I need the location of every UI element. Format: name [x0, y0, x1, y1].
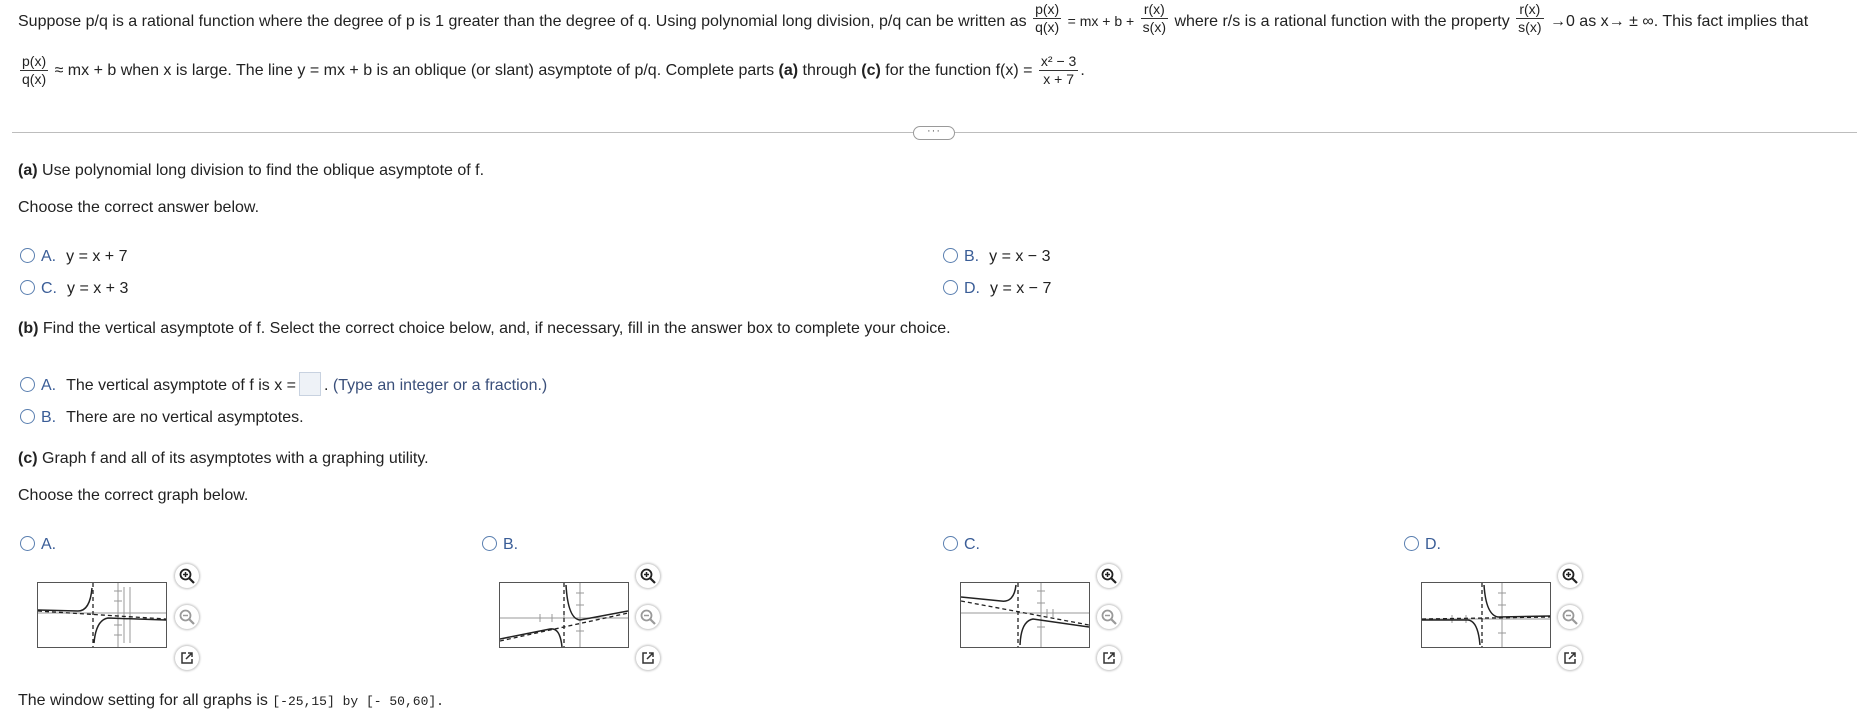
graph-option-a[interactable]	[20, 536, 66, 554]
graph-d-thumbnail[interactable]	[1421, 582, 1551, 648]
part-a-option-c[interactable]	[20, 280, 128, 298]
zoom-in-button[interactable]	[175, 564, 199, 588]
through-text: through	[802, 62, 857, 79]
part-c-text: Graph f and all of its asymptotes with a graphing utility.	[42, 450, 429, 467]
function-denominator: x + 7	[1043, 71, 1074, 88]
frac-numerator: p(x)	[22, 53, 47, 70]
frac-numerator: p(x)	[1035, 1, 1060, 18]
answer-input-box[interactable]	[299, 372, 321, 396]
option-letter: D.	[1425, 536, 1441, 553]
option-text: y = x − 3	[989, 248, 1051, 265]
zoom-out-icon	[1100, 608, 1118, 626]
option-letter: B.	[964, 248, 980, 265]
window-setting	[18, 692, 444, 710]
zoom-out-icon	[639, 608, 657, 626]
zoom-out-button[interactable]	[1558, 605, 1582, 629]
part-a-text: Use polynomial long division to find the oblique asymptote of f.	[42, 162, 485, 179]
part-b-label: (b)	[18, 320, 39, 337]
fraction-p-over-q	[1033, 1, 1061, 36]
intro-text-3: →0 as x→ ± ∞. This fact implies that	[1549, 13, 1809, 30]
option-letter: C.	[964, 536, 980, 553]
option-letter: A.	[41, 248, 57, 265]
zoom-in-button[interactable]	[1558, 564, 1582, 588]
radio-button[interactable]	[20, 280, 35, 295]
function-fraction	[1039, 53, 1078, 88]
graph-c-plot	[961, 583, 1089, 647]
radio-button[interactable]	[20, 409, 35, 424]
frac-numerator: r(x)	[1516, 1, 1543, 19]
part-c-question	[18, 450, 429, 468]
graph-option-d[interactable]	[1404, 536, 1451, 554]
expand-ellipsis-button[interactable]: ···	[913, 126, 955, 140]
intro-period: .	[1080, 62, 1085, 79]
zoom-in-button[interactable]	[636, 564, 660, 588]
zoom-in-icon	[1561, 567, 1579, 585]
external-link-icon	[1101, 650, 1117, 666]
graph-d-plot	[1422, 583, 1550, 647]
option-text: y = x − 7	[990, 280, 1052, 297]
graph-b-plot	[500, 583, 628, 647]
option-text: y = x + 7	[66, 248, 128, 265]
zoom-in-icon	[639, 567, 657, 585]
part-c-label: (c)	[18, 450, 38, 467]
option-letter: A.	[41, 536, 57, 553]
radio-button[interactable]	[20, 377, 35, 392]
eq-mid: = mx + b +	[1067, 13, 1135, 29]
part-a-option-d[interactable]	[943, 280, 1051, 298]
option-letter: B.	[503, 536, 519, 553]
frac-numerator: r(x)	[1141, 1, 1168, 19]
frac-denominator: s(x)	[1142, 19, 1166, 36]
part-b-text: Find the vertical asymptote of f. Select the correct choice below, and, if necessary, fill in the answer box to complete your choice.	[42, 320, 951, 337]
part-a-instruction: Choose the correct answer below.	[18, 199, 260, 216]
part-b-question	[18, 320, 951, 338]
zoom-out-button[interactable]	[175, 605, 199, 629]
option-letter: D.	[964, 280, 980, 297]
radio-button[interactable]	[943, 536, 958, 551]
graph-a-thumbnail[interactable]	[37, 582, 167, 648]
part-b-option-a[interactable]	[20, 372, 547, 396]
fraction-r-over-s-2	[1516, 1, 1543, 36]
option-period: .	[324, 377, 329, 394]
intro-text-2: where r/s is a rational function with the property	[1174, 13, 1510, 30]
zoom-out-button[interactable]	[636, 605, 660, 629]
part-a-option-a[interactable]	[20, 248, 128, 266]
part-a-option-b[interactable]	[943, 248, 1051, 266]
intro-text-5: for the function f(x) =	[885, 62, 1033, 79]
function-numerator: x² − 3	[1040, 53, 1077, 70]
part-a-ref: (a)	[778, 62, 799, 79]
option-letter: B.	[41, 409, 57, 426]
radio-button[interactable]	[482, 536, 497, 551]
radio-button[interactable]	[943, 248, 958, 263]
graph-a-plot	[38, 583, 166, 647]
radio-button[interactable]	[1404, 536, 1419, 551]
part-b-option-b[interactable]	[20, 409, 304, 427]
radio-button[interactable]	[20, 536, 35, 551]
intro-line-1	[18, 0, 1808, 42]
window-value: [-25,15] by [- 50,60].	[272, 694, 444, 709]
part-c-instruction: Choose the correct graph below.	[18, 487, 249, 504]
open-popup-button[interactable]	[636, 646, 660, 670]
answer-hint: (Type an integer or a fraction.)	[332, 377, 548, 394]
open-popup-button[interactable]	[1097, 646, 1121, 670]
fraction-r-over-s	[1141, 1, 1168, 36]
option-letter: A.	[41, 377, 57, 394]
zoom-in-button[interactable]	[1097, 564, 1121, 588]
frac-denominator: q(x)	[1035, 19, 1060, 36]
part-a-label: (a)	[18, 162, 38, 179]
open-popup-button[interactable]	[175, 646, 199, 670]
window-text: The window setting for all graphs is	[18, 692, 268, 709]
zoom-out-icon	[1561, 608, 1579, 626]
zoom-out-icon	[178, 608, 196, 626]
part-c-ref: (c)	[861, 62, 881, 79]
option-text: The vertical asymptote of f is x =	[66, 377, 296, 394]
graph-option-b[interactable]	[482, 536, 528, 554]
frac-denominator: q(x)	[22, 71, 47, 88]
external-link-icon	[1562, 650, 1578, 666]
intro-text-4: ≈ mx + b when x is large. The line y = mx + b is an oblique (or slant) asymptote of p/q. Complete parts	[54, 62, 775, 79]
external-link-icon	[179, 650, 195, 666]
frac-denominator: s(x)	[1518, 19, 1542, 36]
option-letter: C.	[41, 280, 57, 297]
graph-c-thumbnail[interactable]	[960, 582, 1090, 648]
zoom-in-icon	[1100, 567, 1118, 585]
zoom-out-button[interactable]	[1097, 605, 1121, 629]
zoom-in-icon	[178, 567, 196, 585]
fraction-p-over-q-2	[20, 53, 48, 88]
option-text: There are no vertical asymptotes.	[66, 409, 304, 426]
open-popup-button[interactable]	[1558, 646, 1582, 670]
radio-button[interactable]	[20, 248, 35, 263]
radio-button[interactable]	[943, 280, 958, 295]
option-text: y = x + 3	[67, 280, 129, 297]
part-a-question	[18, 162, 484, 180]
intro-line-2	[18, 50, 1085, 92]
graph-b-thumbnail[interactable]	[499, 582, 629, 648]
external-link-icon	[640, 650, 656, 666]
graph-option-c[interactable]	[943, 536, 990, 554]
intro-text-1: Suppose p/q is a rational function where the degree of p is 1 greater than the degree of q. Using polynomial long division, p/q can be written as	[18, 13, 1027, 30]
